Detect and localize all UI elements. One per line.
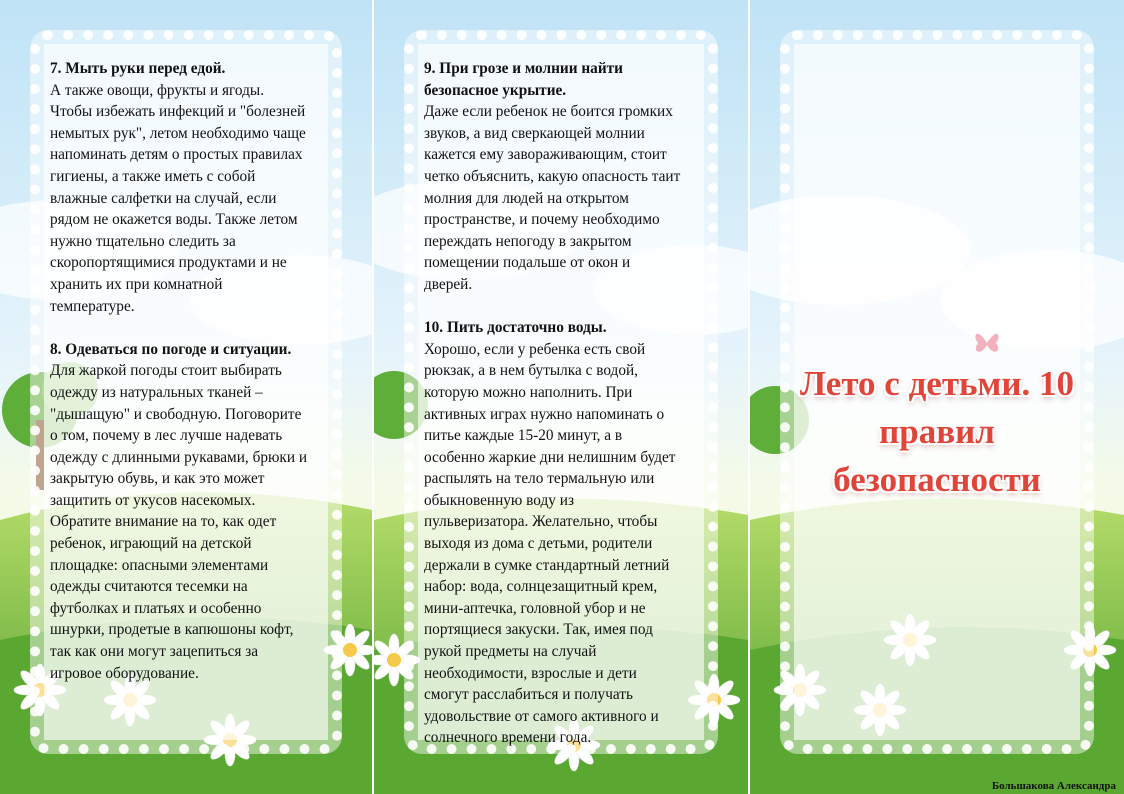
rule-10-line: обыкновенную воду из bbox=[424, 491, 574, 509]
rule-8-line: футболках и платьях и особенно bbox=[50, 599, 262, 617]
butterfly-icon bbox=[972, 325, 1002, 361]
rule-9-line: кажется ему завораживающим, стоит bbox=[424, 146, 667, 164]
rule-8-line: одежду из натуральных тканей – bbox=[50, 383, 263, 401]
left-panel bbox=[0, 0, 372, 794]
rule-7-line: Чтобы избежать инфекций и "болезней bbox=[50, 103, 306, 121]
author-name: Большакова Александра bbox=[991, 780, 1116, 792]
rule-7-line: влажные салфетки на случай, если bbox=[50, 189, 277, 207]
rule-8-line: площадке: опасными элементами bbox=[50, 556, 269, 574]
rule-10-line: особенно жаркие дни нелишним будет bbox=[424, 448, 676, 466]
rule-7-heading: 7. Мыть руки перед едой. bbox=[50, 60, 226, 77]
rule-8-line: одежду с длинными рукавами, брюки и bbox=[50, 448, 308, 466]
rule-9-line: четко объяснить, какую опасность таит bbox=[424, 167, 681, 185]
rule-10-line: рюкзак, а в нем бутылка с водой, bbox=[424, 362, 638, 380]
rule-9-heading: безопасное укрытие. bbox=[424, 81, 567, 99]
rule-7-line: А также овощи, фрукты и ягоды. bbox=[50, 81, 265, 99]
rule-10-line: выходя из дома с детьми, родители bbox=[424, 535, 653, 553]
rule-9-line: Даже если ребенок не боится громких bbox=[424, 103, 673, 121]
rule-10-line: питье каждые 15-20 минут, а в bbox=[424, 427, 623, 445]
cover-title-line: Лето с детьми. 10 bbox=[799, 364, 1075, 403]
rule-8-line: ребенок, играющий на детской bbox=[50, 535, 252, 553]
rule-10-line: рукой предметы на случай bbox=[424, 643, 597, 661]
rule-10-line: Хорошо, если у ребенка есть свой bbox=[424, 340, 646, 358]
rule-9-line: звуков, а вид сверкающей молнии bbox=[424, 124, 645, 142]
rule-10-line: удовольствие от самого активного и bbox=[424, 707, 659, 725]
rule-8-line: "дышащую" и свободную. Поговорите bbox=[50, 405, 302, 423]
rule-10-heading: 10. Пить достаточно воды. bbox=[424, 319, 607, 337]
rule-9-line: молния для людей на открытом bbox=[424, 189, 629, 207]
rule-7-line: нужно тщательно следить за bbox=[50, 232, 236, 250]
rule-9-heading: 9. При грозе и молнии найти bbox=[424, 60, 623, 77]
rule-10-line: портящиеся закуски. Так, имея под bbox=[424, 621, 653, 639]
rule-10-line: пульверизатора. Желательно, чтобы bbox=[424, 513, 658, 531]
rule-7-line: скоропортящимися продуктами и не bbox=[50, 254, 287, 272]
rule-10-line: держали в сумке стандартный летний bbox=[424, 556, 670, 574]
rule-10-line: необходимости, взрослые и дети bbox=[424, 664, 637, 682]
rule-8-line: закрытую обувь, и как это может bbox=[50, 470, 265, 488]
rule-9-line: дверей. bbox=[424, 275, 473, 293]
cover-title-line: безопасности bbox=[833, 460, 1041, 499]
rule-10-line: набор: вода, солнцезащитный крем, bbox=[424, 578, 658, 596]
cover-panel bbox=[750, 0, 1124, 794]
rule-10-line: солнечного времени года. bbox=[424, 729, 592, 747]
cover-title-line: правил bbox=[879, 412, 995, 451]
rule-10-line: активных играх нужно напоминать о bbox=[424, 405, 665, 423]
rule-8-line: шнурки, продетые в капюшоны кофт, bbox=[50, 621, 294, 639]
rule-9-line: помещении подальше от окон и bbox=[424, 254, 631, 272]
rule-7-line: хранить их при комнатной bbox=[50, 275, 223, 293]
rule-8-line: игровое оборудование. bbox=[50, 664, 199, 682]
rule-9-line: переждать непогоду в закрытом bbox=[424, 232, 632, 250]
rule-7-line: немытых рук", летом необходимо чаще bbox=[50, 124, 306, 142]
rule-10-line: смогут расслабиться и получать bbox=[424, 686, 633, 704]
rule-10-line: распылять на тело термальную или bbox=[424, 470, 655, 488]
rule-8-heading: 8. Одеваться по погоде и ситуации. bbox=[50, 340, 292, 358]
rule-10-line: которую можно наполнить. При bbox=[424, 383, 633, 401]
rule-7-line: рядом не окажется воды. Также летом bbox=[50, 211, 298, 229]
rules-7-8 bbox=[50, 58, 350, 684]
cover-title bbox=[780, 360, 1094, 504]
rule-7-line: напоминать детям о простых правилах bbox=[50, 146, 303, 164]
rule-8-line: Для жаркой погоды стоит выбирать bbox=[50, 362, 282, 380]
rule-8-line: одежды считаются тесемки на bbox=[50, 578, 248, 596]
rule-8-line: защитить от укусов насекомых. bbox=[50, 491, 256, 509]
middle-panel bbox=[374, 0, 748, 794]
rule-9-line: пространстве, и почему необходимо bbox=[424, 211, 660, 229]
rule-8-line: так как они могут зацепиться за bbox=[50, 643, 259, 661]
rule-7-line: температуре. bbox=[50, 297, 135, 315]
rule-8-line: о том, почему в лес лучше надевать bbox=[50, 427, 283, 445]
rule-10-line: мини-аптечка, головной убор и не bbox=[424, 599, 646, 617]
rule-7-line: гигиены, а также иметь с собой bbox=[50, 167, 256, 185]
rules-9-10 bbox=[424, 58, 724, 749]
rule-8-line: Обратите внимание на то, как одет bbox=[50, 513, 277, 531]
